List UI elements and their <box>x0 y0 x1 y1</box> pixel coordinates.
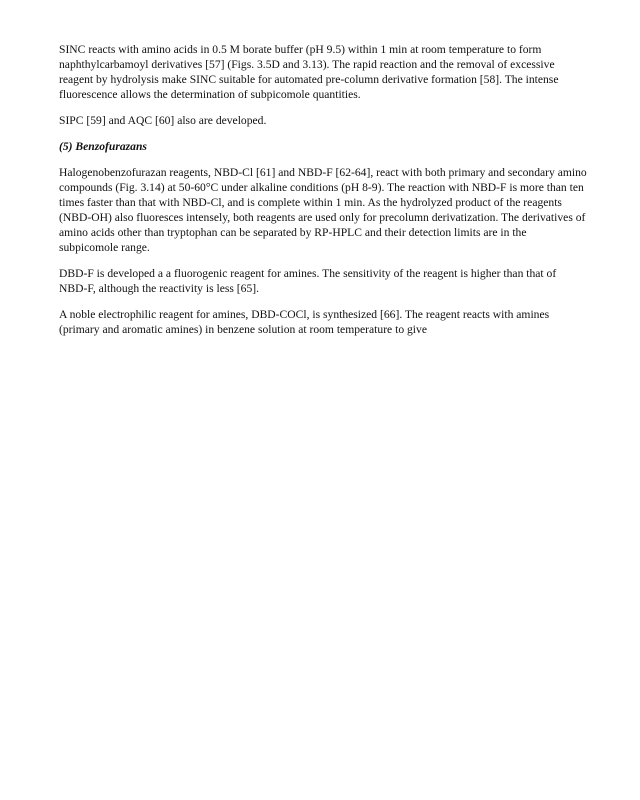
section-heading-benzofurazans: (5) Benzofurazans <box>59 140 147 153</box>
paragraph-dbd-cocl: A noble electrophilic reagent for amines, DBD-COCl, is synthesized [66]. The reagent reacts with amines (primary and aromatic amines) in benzene solution at room temperature to give <box>59 308 550 336</box>
paragraph-halogenobenzofurazan: Halogenobenzofurazan reagents, NBD-Cl [61] and NBD-F [62-64], react with both primary and secondary amino compounds (Fig. 3.14) at 50-60°C under alkaline conditions (pH 8-9). The reaction with NBD-F is more than ten times faster than that with NBD-Cl, and is complete within 1 min. As the hydrolyzed product of the reagents (NBD-OH) also fluoresces intensely, both reagents are used only for precolumn derivatization. The derivatives of amino acids other than tryptophan can be separated by RP-HPLC and their detection limits are in the subpicomole range. <box>59 166 587 254</box>
paragraph-sipc-aqc: SIPC [59] and AQC [60] also are developed. <box>59 114 267 127</box>
paragraph-sinc: SINC reacts with amino acids in 0.5 M borate buffer (pH 9.5) within 1 min at room temperature to form naphthylcarbamoyl derivatives [57] (Figs. 3.5D and 3.13). The rapid reaction and the removal of excessive reagent by hydrolysis make SINC suitable for automated pre-column derivative formation [58]. The intense fluorescence allows the determination of subpicomole quantities. <box>59 43 559 101</box>
paragraph-dbd-f: DBD-F is developed a a fluorogenic reagent for amines. The sensitivity of the reagent is higher than that of NBD-F, although the reactivity is less [65]. <box>59 267 557 295</box>
document-page <box>59 42 587 348</box>
